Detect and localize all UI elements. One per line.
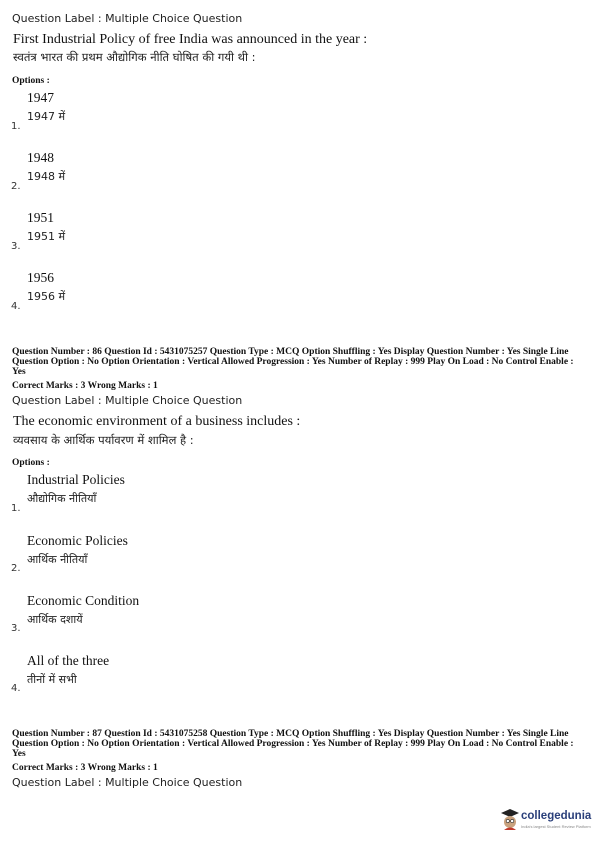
- option-3-en: Economic Condition: [27, 593, 140, 608]
- question-marks: Correct Marks : 3 Wrong Marks : 1: [12, 381, 158, 391]
- option-1-en: 1947: [27, 90, 54, 105]
- option-1-number: 1.: [11, 121, 21, 132]
- question-label: Question Label : Multiple Choice Question: [12, 394, 243, 407]
- question-meta: Question Number : 87 Question Id : 5431075258 Question Type : MCQ Option Shuffling : Yes Display Question Number : Yes Single Line Question Option : No Option Orientation : Vertical Allowed Progression : Yes Number of Replay : 999 Play On Load : No Control Enable : Yes: [12, 729, 574, 759]
- option-2-number: 2.: [11, 563, 21, 574]
- question-text-hi: स्वतंत्र भारत की प्रथम औद्योगिक नीति घोषित की गयी थी :: [13, 50, 256, 64]
- option-2-hi: 1948 में: [27, 170, 66, 183]
- option-1-hi: औद्योगिक नीतियाँ: [27, 492, 97, 505]
- question-meta: Question Number : 86 Question Id : 5431075257 Question Type : MCQ Option Shuffling : Yes Display Question Number : Yes Single Line Question Option : No Option Orientation : Vertical Allowed Progression : Yes Number of Replay : 999 Play On Load : No Control Enable : Yes: [12, 347, 574, 377]
- option-4-number: 4.: [11, 683, 21, 694]
- option-3-en: 1951: [27, 210, 54, 225]
- options-heading: Options :: [12, 458, 50, 468]
- option-2-en: 1948: [27, 150, 54, 165]
- question-text-en: The economic environment of a business includes :: [13, 414, 301, 429]
- question-label: Question Label : Multiple Choice Question: [12, 776, 243, 789]
- option-3-hi: 1951 में: [27, 230, 66, 243]
- option-1-en: Industrial Policies: [27, 472, 125, 487]
- question-label: Question Label : Multiple Choice Question: [12, 12, 243, 25]
- option-4-hi: 1956 में: [27, 290, 66, 303]
- option-4-number: 4.: [11, 301, 21, 312]
- option-1-number: 1.: [11, 503, 21, 514]
- option-2-hi: आर्थिक नीतियाँ: [27, 553, 88, 566]
- option-4-hi: तीनों में सभी: [27, 673, 77, 686]
- graduate-mascot-icon: [500, 808, 520, 832]
- option-2-en: Economic Policies: [27, 533, 128, 548]
- question-marks: Correct Marks : 3 Wrong Marks : 1: [12, 763, 158, 773]
- collegedunia-logo: [500, 808, 592, 834]
- option-3-hi: आर्थिक दशायें: [27, 613, 83, 626]
- options-heading: Options :: [12, 76, 50, 86]
- question-text-hi: व्यवसाय के आर्थिक पर्यावरण में शामिल है :: [13, 433, 194, 447]
- option-4-en: All of the three: [27, 653, 110, 668]
- option-4-en: 1956: [27, 270, 54, 285]
- logo-name: collegedunia: [521, 810, 592, 822]
- option-2-number: 2.: [11, 181, 21, 192]
- option-1-hi: 1947 में: [27, 110, 66, 123]
- option-3-number: 3.: [11, 623, 21, 634]
- question-text-en: First Industrial Policy of free India was announced in the year :: [13, 32, 368, 47]
- option-3-number: 3.: [11, 241, 21, 252]
- logo-tagline: India's largest Student Review Platform: [521, 824, 591, 829]
